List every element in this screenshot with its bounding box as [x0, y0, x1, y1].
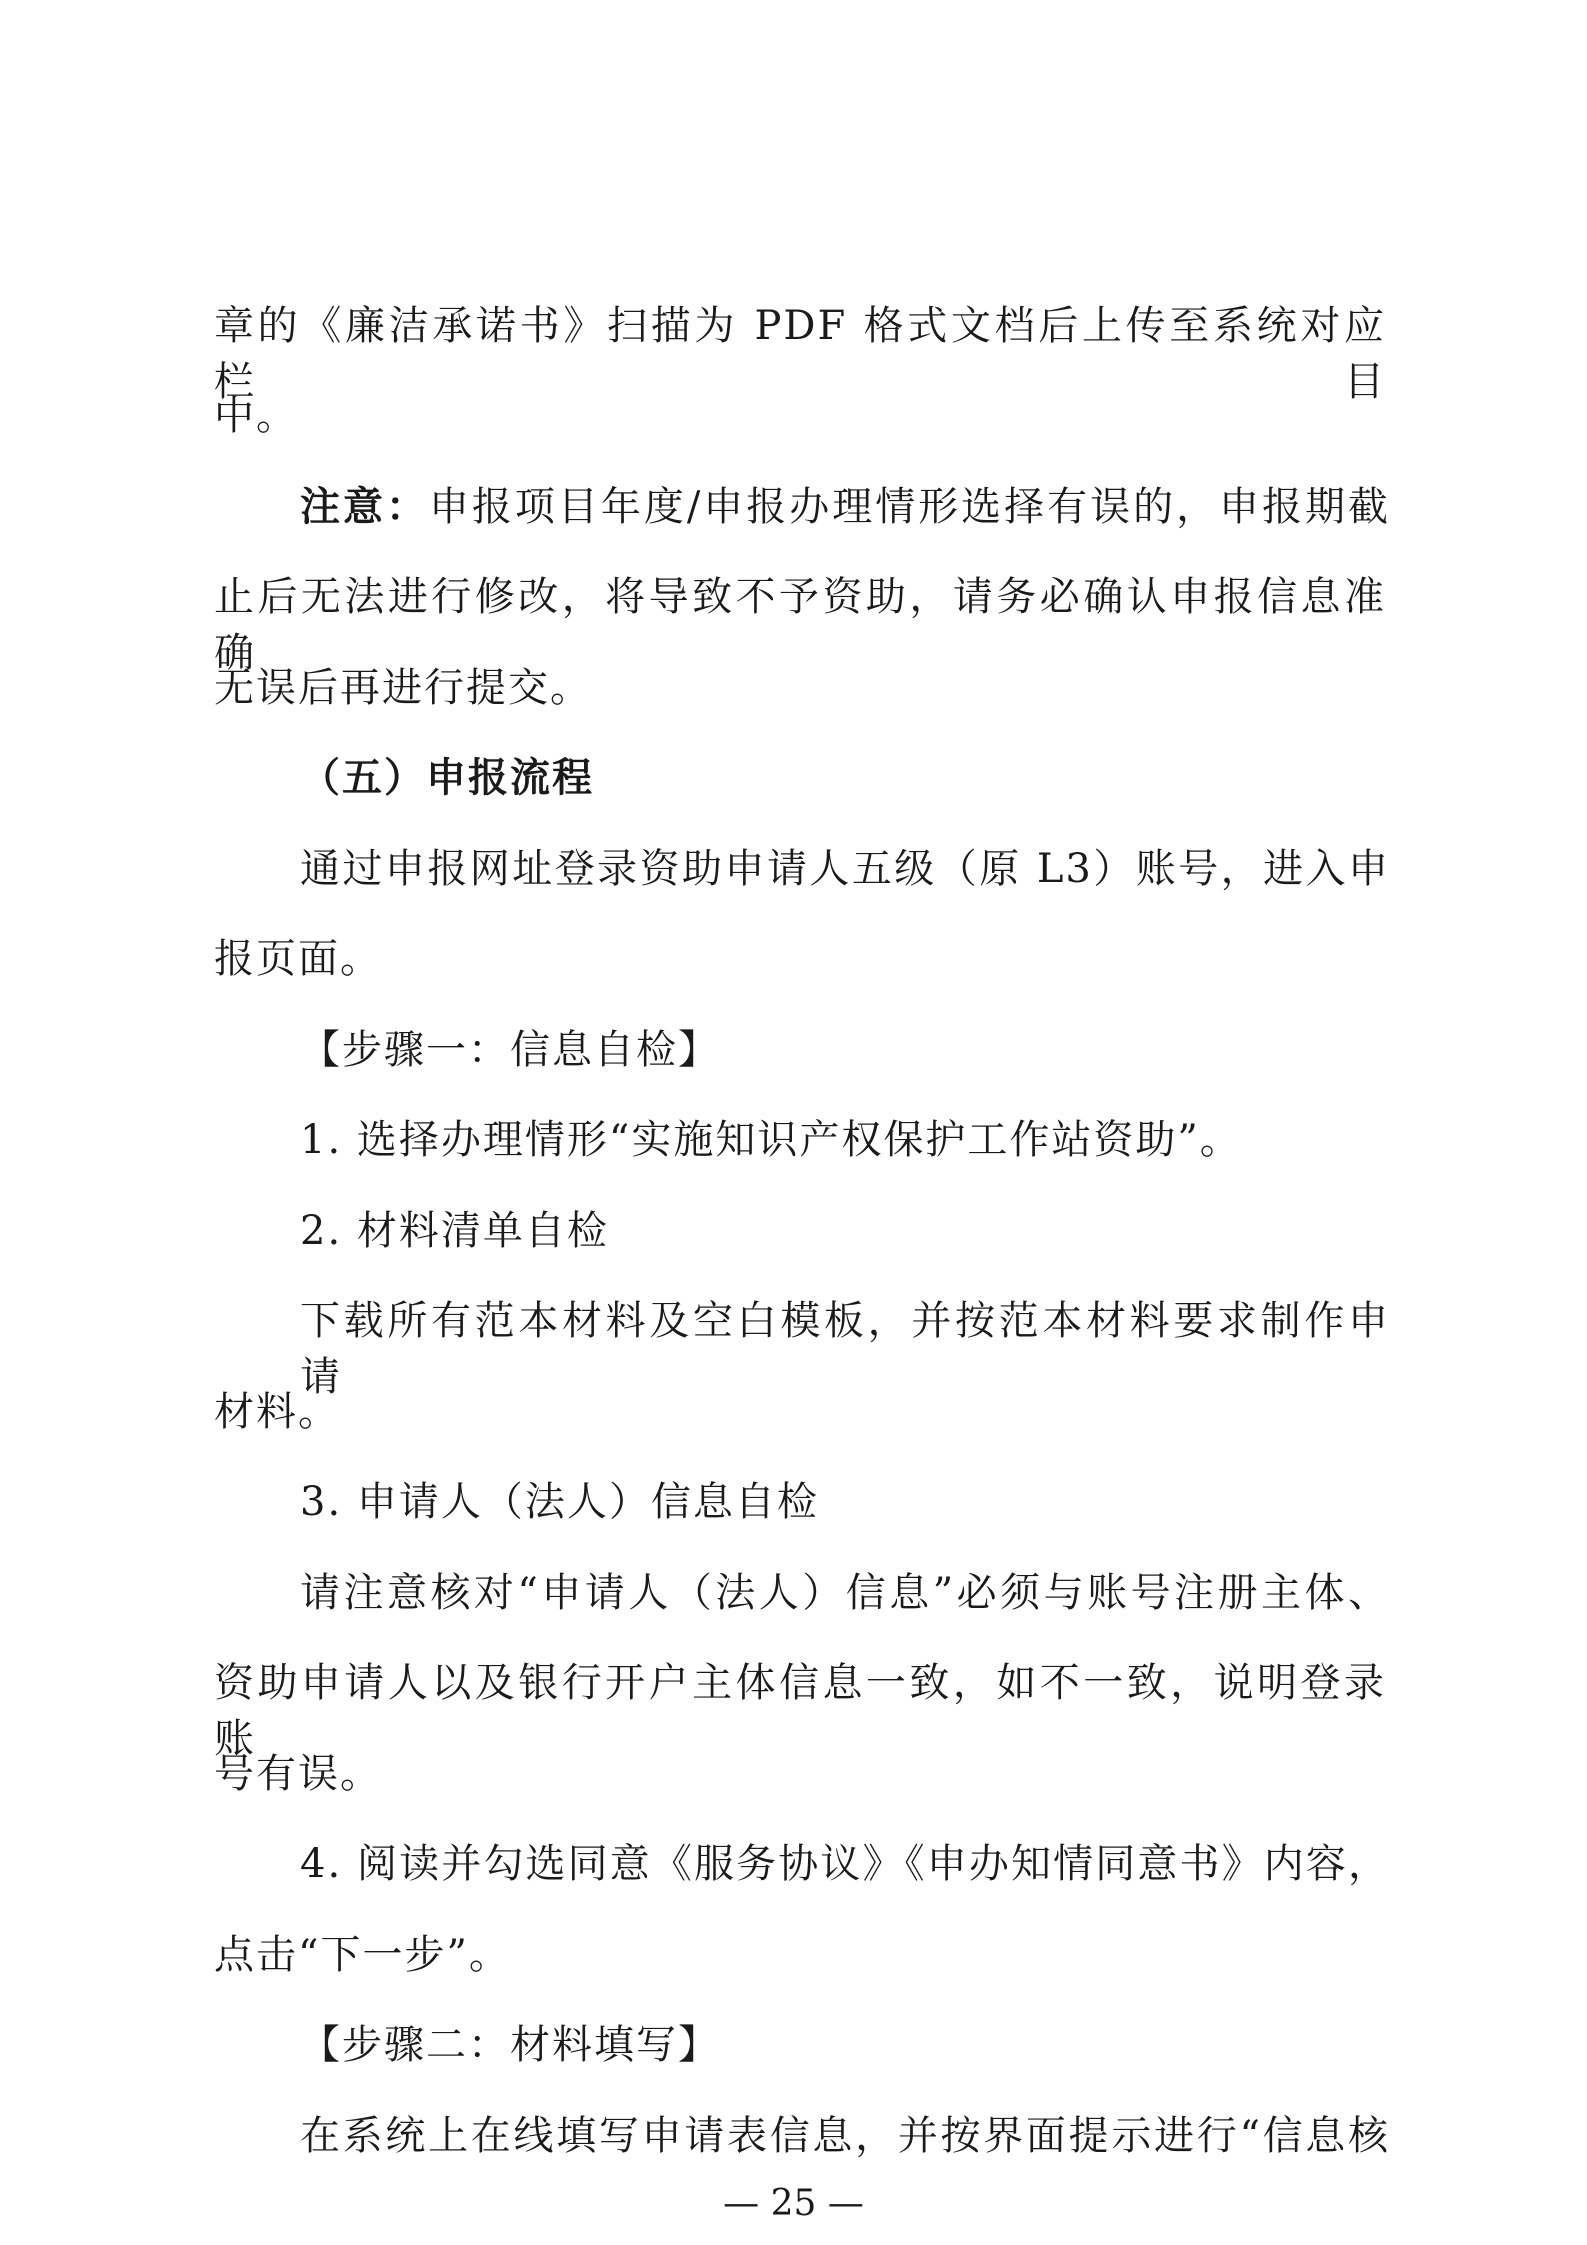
text-line: 通过申报网址登录资助申请人五级（原 L3）账号，进入申 [300, 846, 1390, 892]
text-line: 点击“下一步”。 [214, 1932, 511, 1978]
text-line: 下载所有范本材料及空白模板，并按范本材料要求制作申请 [300, 1298, 1390, 1400]
text-line: 章的《廉洁承诺书》扫描为 PDF 格式文档后上传至系统对应栏目 [214, 303, 1386, 405]
note-paragraph-line [300, 479, 1390, 535]
text-line: 1. 选择办理情形“实施知识产权保护工作站资助”。 [300, 1117, 1242, 1163]
text-line: 请注意核对“申请人（法人）信息”必须与账号注册主体、 [300, 1570, 1390, 1616]
text-line: 资助申请人以及银行开户主体信息一致，如不一致，说明登录账 [214, 1660, 1386, 1762]
text-line: 报页面。 [214, 936, 382, 982]
text-line: 4. 阅读并勾选同意《服务协议》《申办知情同意书》内容， [300, 1841, 1390, 1887]
text-line: 2. 材料清单自检 [300, 1208, 609, 1254]
text-line: 无误后再进行提交。 [214, 665, 592, 711]
step-heading: 【步骤一：信息自检】 [300, 1027, 720, 1073]
text-line: 3. 申请人（法人）信息自检 [300, 1479, 819, 1525]
text-line: 材料。 [214, 1389, 340, 1435]
text-line: 在系统上在线填写申请表信息，并按界面提示进行“信息核 [300, 2113, 1390, 2159]
text-line: 止后无法进行修改，将导致不予资助，请务必确认申报信息准确 [214, 574, 1386, 676]
section-heading: （五）申报流程 [300, 754, 594, 801]
page-number: — 25 — [723, 2183, 864, 2224]
step-heading: 【步骤二：材料填写】 [300, 2022, 720, 2068]
text-line: 号有误。 [214, 1751, 382, 1797]
note-label: 注意： [300, 483, 429, 530]
note-text: 申报项目年度/申报办理情形选择有误的，申报期截 [428, 484, 1391, 530]
text-line: 中。 [214, 393, 298, 439]
